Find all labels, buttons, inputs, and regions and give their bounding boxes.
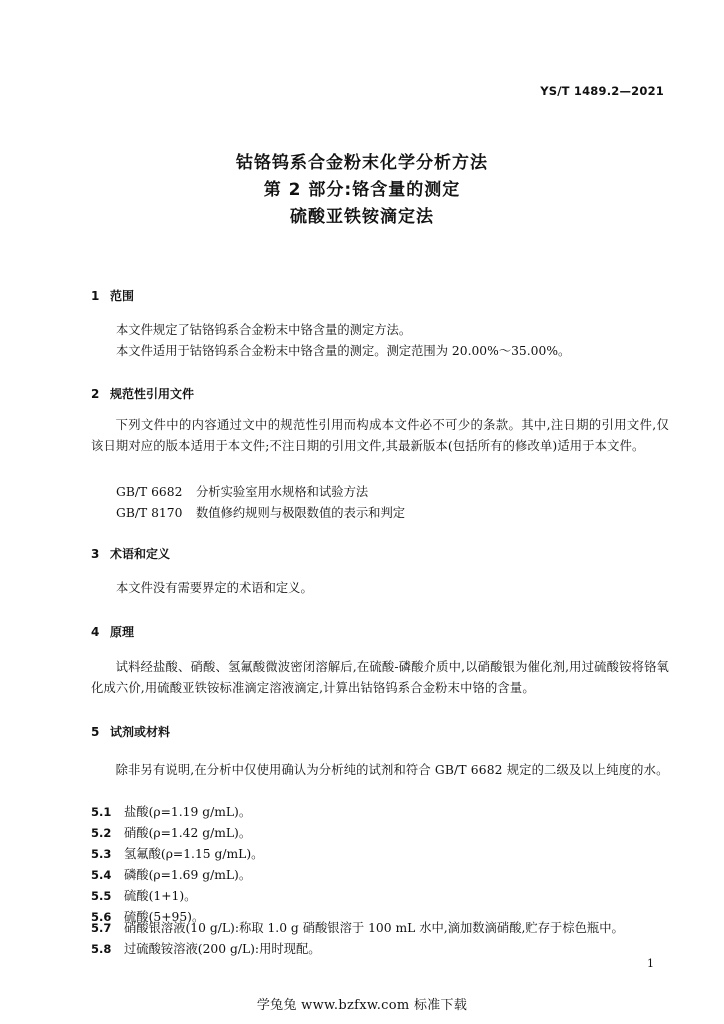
reference-item: [116, 482, 368, 500]
item-text: 硝酸银溶液(10 g/L):称取 1.0 g 硝酸银溶于 100 mL 水中,滴加数滴硝酸,贮存于棕色瓶中。: [124, 921, 624, 935]
item-number: 5.5: [91, 889, 112, 903]
section-title: 试剂或材料: [110, 725, 171, 739]
section-5-para: 除非另有说明,在分析中仅使用确认为分析纯的试剂和符合 GB/T 6682 规定的二级及以上纯度的水。: [115, 763, 669, 777]
item-number: 5.6: [91, 910, 112, 924]
item-number: 5.3: [91, 847, 112, 861]
section-number: 5: [91, 725, 100, 739]
section-1-heading: [91, 287, 134, 304]
item-text: 氢氟酸(ρ=1.15 g/mL)。: [124, 847, 264, 861]
reagent-item: [91, 844, 263, 862]
item-number: 5.7: [91, 921, 112, 935]
reference-code: GB/T 6682: [116, 485, 183, 499]
reagent-item: [91, 865, 251, 883]
item-text: 硫酸(5+95)。: [124, 910, 205, 924]
item-number: 5.8: [91, 942, 112, 956]
reference-code: GB/T 8170: [116, 506, 183, 520]
section-2-para: 下列文件中的内容通过文中的规范性引用而构成本文件必不可少的条款。其中,注日期的引用文件,仅该日期对应的版本适用于本文件;不注日期的引用文件,其最新版本(包括所有的修改单)适用于本文件。: [91, 418, 669, 453]
section-title: 规范性引用文件: [110, 387, 195, 401]
section-1-para-2: 本文件适用于钴铬钨系合金粉末中铬含量的测定。测定范围为 20.00%～35.00%。: [116, 344, 571, 358]
standard-code: YS/T 1489.2—2021: [540, 84, 664, 98]
item-number: 5.1: [91, 805, 112, 819]
item-text: 硝酸(ρ=1.42 g/mL)。: [124, 826, 252, 840]
reagent-item: [91, 918, 624, 936]
item-text: 过硫酸铵溶液(200 g/L):用时现配。: [124, 942, 321, 956]
section-title: 范围: [110, 289, 135, 303]
section-2-heading: [91, 385, 194, 402]
section-number: 1: [91, 289, 100, 303]
title-line-2: 第 2 部分:铬含量的测定: [263, 180, 461, 200]
reagent-item: [91, 823, 251, 841]
section-number: 2: [91, 387, 100, 401]
item-number: 5.4: [91, 868, 112, 882]
section-3-heading: [91, 545, 170, 562]
title-line-1: 钴铬钨系合金粉末化学分析方法: [236, 153, 488, 173]
item-number: 5.2: [91, 826, 112, 840]
reference-item: [116, 503, 405, 521]
section-number: 3: [91, 547, 100, 561]
item-text: 盐酸(ρ=1.19 g/mL)。: [124, 805, 252, 819]
section-1-para-1: 本文件规定了钴铬钨系合金粉末中铬含量的测定方法。: [116, 323, 412, 337]
reagent-item: [91, 886, 196, 904]
reagent-item: [91, 939, 321, 957]
reference-title: 分析实验室用水规格和试验方法: [196, 485, 369, 499]
section-title: 术语和定义: [110, 547, 171, 561]
section-4-heading: [91, 623, 134, 640]
section-3-para: 本文件没有需要界定的术语和定义。: [116, 581, 313, 595]
page-number: 1: [647, 957, 654, 970]
footer-watermark: 学兔兔 www.bzfxw.com 标准下载: [256, 998, 468, 1013]
section-5-heading: [91, 723, 170, 740]
section-4-para: 试料经盐酸、硝酸、氢氟酸微波密闭溶解后,在硫酸-磷酸介质中,以硝酸银为催化剂,用过硫酸铵将铬氧化成六价,用硫酸亚铁铵标准滴定溶液滴定,计算出钴铬钨系合金粉末中铬的含量。: [91, 660, 669, 695]
reagent-item: [91, 802, 251, 820]
section-title: 原理: [110, 625, 135, 639]
title-line-3: 硫酸亚铁铵滴定法: [290, 207, 434, 227]
item-text: 硫酸(1+1)。: [124, 889, 197, 903]
item-text: 磷酸(ρ=1.69 g/mL)。: [124, 868, 252, 882]
section-number: 4: [91, 625, 100, 639]
reference-title: 数值修约规则与极限数值的表示和判定: [196, 506, 406, 520]
